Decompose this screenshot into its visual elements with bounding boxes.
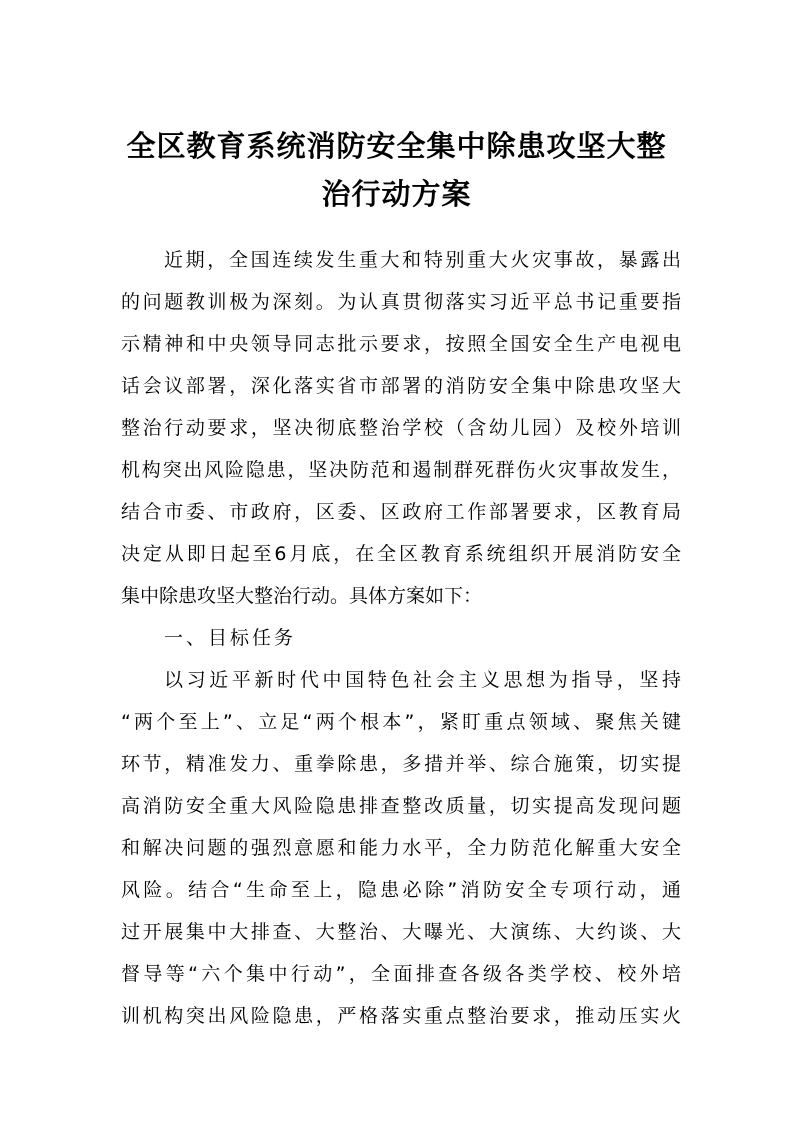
- paragraph-line: 高消防安全重大风险隐患排查整改质量，切实提高发现问题: [121, 795, 681, 817]
- paragraph-line: 风险。结合“生命至上，隐患必除”消防安全专项行动，通: [121, 879, 681, 901]
- paragraph-line: 训机构突出风险隐患，严格落实重点整治要求，推动压实火: [121, 1005, 681, 1027]
- paragraph-line: 示精神和中央领导同志批示要求，按照全国安全生产电视电: [121, 333, 681, 355]
- section-heading-objectives: 一、目标任务: [164, 627, 297, 649]
- paragraph-line: 话会议部署，深化落实省市部署的消防安全集中除患攻坚大: [121, 375, 681, 397]
- paragraph-line: 集中除患攻坚大整治行动。具体方案如下：: [121, 585, 483, 607]
- paragraph-line: 近期，全国连续发生重大和特别重大火灾事故，暴露出: [164, 249, 681, 271]
- paragraph-line: 和解决问题的强烈意愿和能力水平，全力防范化解重大安全: [121, 837, 681, 859]
- document-title-line-1: 全区教育系统消防安全集中除患攻坚大整: [126, 129, 667, 163]
- paragraph-line: 整治行动要求，坚决彻底整治学校（含幼儿园）及校外培训: [121, 417, 681, 439]
- paragraph-line: 机构突出风险隐患，坚决防范和遏制群死群伤火灾事故发生，: [121, 459, 681, 481]
- paragraph-line: 环节，精准发力、重拳除患，多措并举、综合施策，切实提: [121, 753, 681, 775]
- paragraph-line: “两个至上”、立足“两个根本”，紧盯重点领域、聚焦关键: [121, 711, 681, 733]
- paragraph-line: 决定从即日起至6月底，在全区教育系统组织开展消防安全: [121, 543, 681, 565]
- paragraph-line: 督导等“六个集中行动”，全面排查各级各类学校、校外培: [121, 963, 681, 985]
- paragraph-line: 以习近平新时代中国特色社会主义思想为指导，坚持: [164, 669, 681, 691]
- document-title-line-2: 治行动方案: [321, 177, 472, 211]
- paragraph-line: 的问题教训极为深刻。为认真贯彻落实习近平总书记重要指: [121, 291, 681, 313]
- paragraph-line: 结合市委、市政府，区委、区政府工作部署要求，区教育局: [121, 501, 681, 523]
- paragraph-line: 过开展集中大排查、大整治、大曝光、大演练、大约谈、大: [121, 921, 681, 943]
